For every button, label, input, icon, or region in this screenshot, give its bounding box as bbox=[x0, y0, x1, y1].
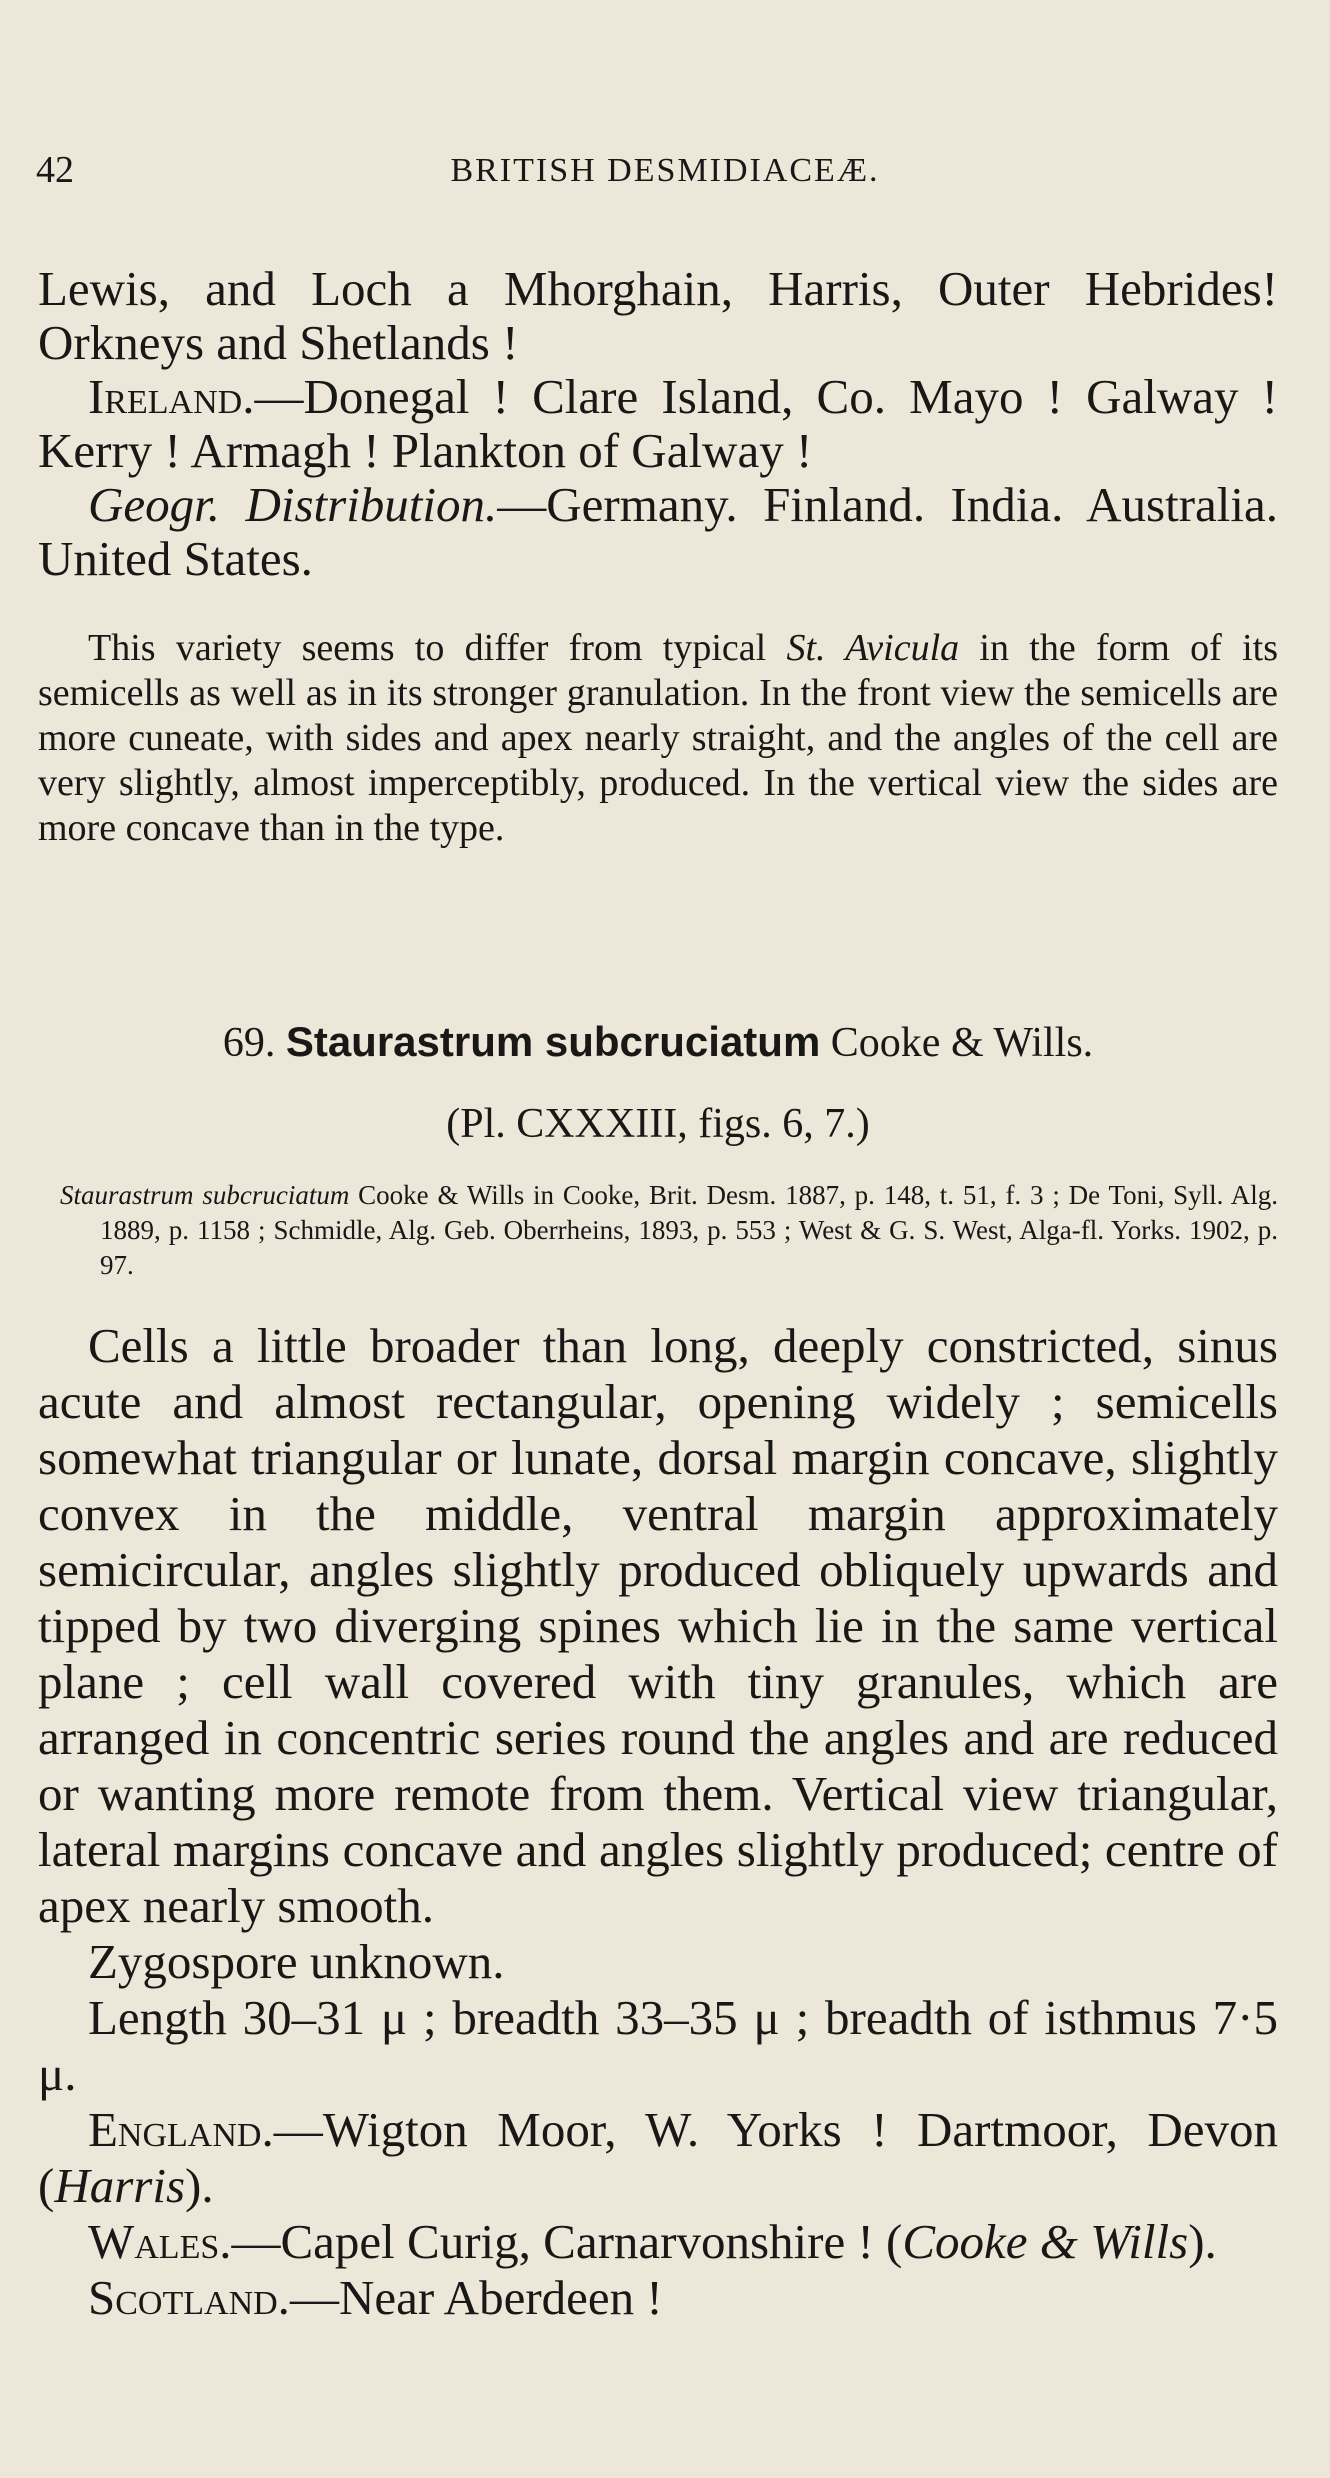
england-text-end: ). bbox=[185, 2158, 214, 2213]
wales-label: Wales. bbox=[88, 2214, 232, 2269]
geographic-distribution bbox=[38, 478, 1278, 586]
plate-reference-block bbox=[38, 1100, 1278, 1148]
references-text: Cooke & Wills in Cooke, Brit. Desm. 1887, p. 148, t. 51, f. 3 ; De Toni, Syll. Alg. 1889, p. 1158 ; Schmidle, Alg. Geb. Oberrheins, 1893, p. 553 ; West & G. S. West, Alga-fl. Yorks. 1902, p. 97. bbox=[100, 1180, 1278, 1280]
variety-note bbox=[38, 626, 1278, 851]
species-name: Staurastrum subcruciatum bbox=[285, 1018, 821, 1065]
note-species: St. Avicula bbox=[786, 627, 960, 669]
england-text: —Wigton Moor, W. Yorks ! Dartmoor, Devon ( bbox=[38, 2102, 1278, 2213]
plate-reference: (Pl. CXXXIII, figs. 6, 7.) bbox=[446, 1101, 870, 1147]
england-label: England. bbox=[88, 2102, 274, 2157]
scotland-text: —Near Aberdeen ! bbox=[289, 2270, 663, 2325]
previous-entry-distribution bbox=[38, 262, 1278, 586]
species-description bbox=[38, 1318, 1278, 2326]
wales-collector: Cooke & Wills bbox=[902, 2214, 1189, 2269]
running-head: BRITISH DESMIDIACEÆ. bbox=[450, 152, 880, 189]
england-records bbox=[38, 2102, 1278, 2214]
note-text-a: This variety seems to differ from typical bbox=[88, 627, 787, 669]
description-text: Cells a little broader than long, deeply constricted, sinus acute and almost rectangular, opening widely ; semicells somewhat triangular or lunate, dorsal margin concave, slightly convex in the middle, ventral margin approximately semicircular, angles slightly produced obliquely upwards and tipped by two diverging spines which lie in the same vertical plane ; cell wall covered with tiny granules, which are arranged in concentric series round the angles and are reduced or wanting more remote from them. Vertical view triangular, lateral margins concave and angles slightly produced; centre of apex nearly smooth. bbox=[38, 1318, 1278, 1933]
ireland-text: —Donegal ! Clare Island, Co. Mayo ! Galway ! Kerry ! Armagh ! Plankton of Galway ! bbox=[38, 369, 1278, 478]
distribution-continued: Lewis, and Loch a Mhorghain, Harris, Outer Hebrides! Orkneys and Shetlands ! bbox=[38, 261, 1278, 370]
references-name: Staurastrum subcruciatum bbox=[60, 1180, 350, 1210]
wales-text: —Capel Curig, Carnarvonshire ! ( bbox=[231, 2214, 903, 2269]
wales-text-end: ). bbox=[1188, 2214, 1217, 2269]
england-collector: Harris bbox=[54, 2158, 186, 2213]
dimensions-text: Length 30–31 μ ; breadth 33–35 μ ; breadth of isthmus 7·5 μ. bbox=[38, 1990, 1278, 2101]
page-number: 42 bbox=[36, 149, 74, 191]
scotland-records bbox=[38, 2270, 1278, 2326]
scotland-label: Scotland. bbox=[88, 2270, 290, 2325]
zygospore-text: Zygospore unknown. bbox=[88, 1934, 505, 1989]
references-block bbox=[38, 1178, 1278, 1283]
species-heading bbox=[38, 1018, 1278, 1067]
species-number: 69. bbox=[222, 1020, 276, 1066]
page-header bbox=[36, 148, 1294, 198]
geogr-text: —Germany. Finland. India. Australia. United States. bbox=[38, 477, 1278, 586]
note-text-b: in the form of its semicells as well as in its stronger granulation. In the front view the semicells are more cuneate, with sides and apex nearly straight, and the angles of the cell are very slightly, almost imperceptibly, produced. In the vertical view the sides are more concave than in the type. bbox=[38, 627, 1278, 849]
ireland-records bbox=[38, 370, 1278, 478]
ireland-label: Ireland. bbox=[88, 369, 255, 424]
wales-records bbox=[38, 2214, 1278, 2270]
geogr-label: Geogr. Distribution. bbox=[88, 477, 498, 532]
species-authority: Cooke & Wills. bbox=[830, 1020, 1094, 1066]
